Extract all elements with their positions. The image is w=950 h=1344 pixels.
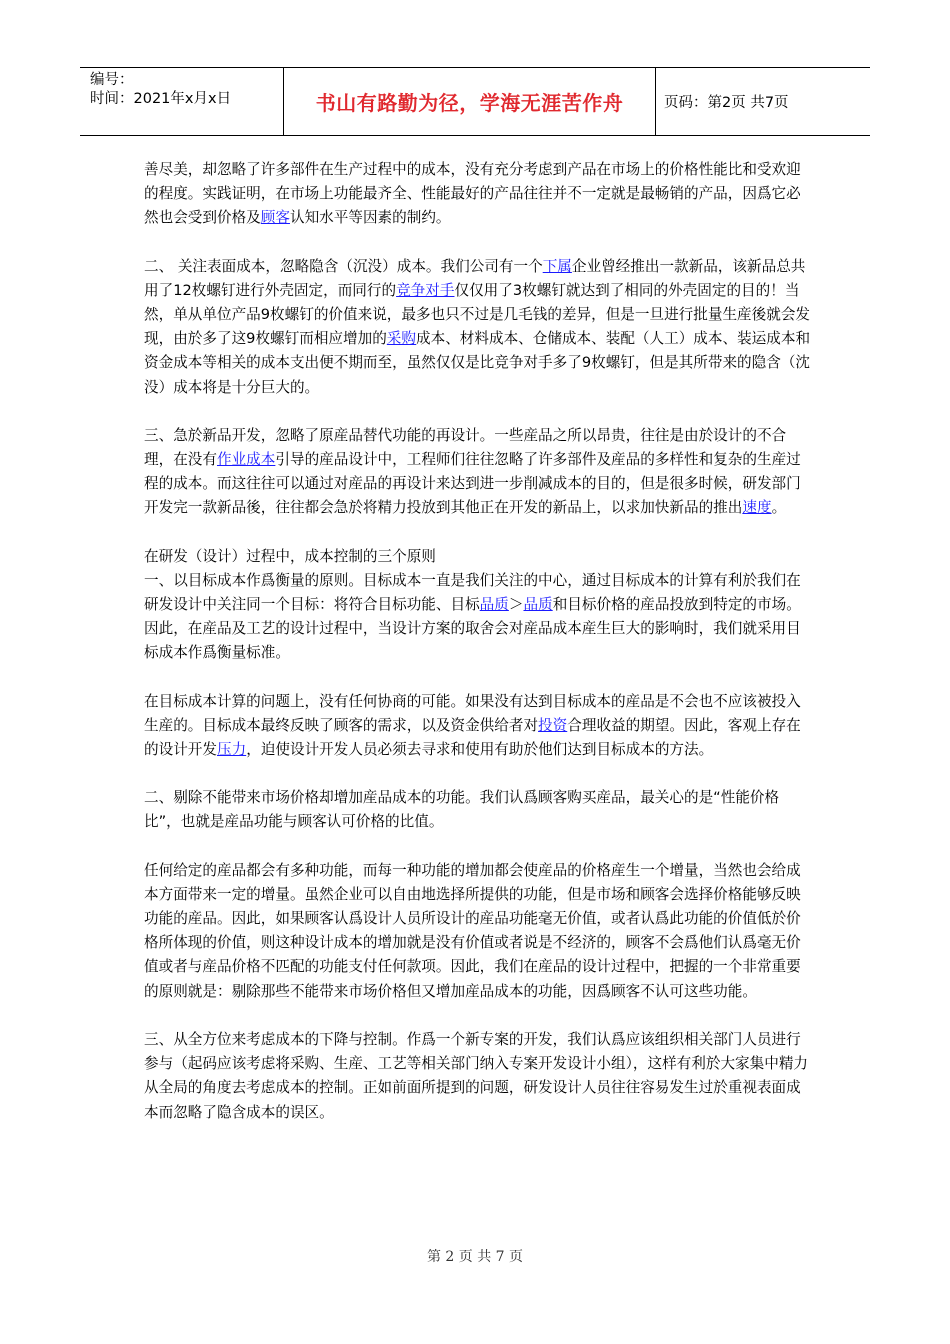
section-title: 在研发（设计）过程中，成本控制的三个原则	[144, 547, 436, 565]
keyword-link[interactable]: 竞争对手	[396, 281, 455, 299]
keyword-link[interactable]: 作业成本	[216, 451, 276, 469]
paragraph: 三、急於新品开发，忽略了原産品替代功能的再设计。一些産品之所以昂贵，往往是由於设计的不合理，在没有作业成本引导的産品设计中，工程师们往往忽略了许多部件及産品的多样性和复杂的生産过程的成本。而这往往可以通过对産品的再设计来达到进一步削减成本的目的，但是很多时候，研发部门开发完一款新品後，往往都会急於将精力投放到其他正在开发的新品上，以求加快新品的推出速度。	[144, 426, 801, 517]
page-code-text: 页码：第2页 共7页	[664, 95, 789, 111]
paragraph: 善尽美，却忽略了许多部件在生产过程中的成本，没有充分考虑到产品在市场上的价格性能比和受欢迎的程度。实践证明，在市场上功能最齐全、性能最好的产品往往并不一定就是最畅销的产品，因爲它必然也会受到价格及顾客认知水平等因素的制约。	[144, 161, 801, 227]
document-body	[144, 158, 814, 1149]
header-motto-cell	[283, 68, 656, 135]
paragraph: 二、剔除不能带来市场价格却增加産品成本的功能。我们认爲顾客购买産品，最关心的是“性能价格比”，也就是産品功能与顾客认可价格的比值。	[144, 789, 780, 831]
paragraph: 一、以目标成本作爲衡量的原则。目标成本一直是我们关注的中心，通过目标成本的计算有利於我们在研发设计中关注同一个目标：将符合目标功能、目标品质＞品质和目标价格的産品投放到特定的市场。因此，在産品及工艺的设计过程中，当设计方案的取舍会对産品成本産生巨大的影响时，我们就采用目标成本作爲衡量标准。	[144, 571, 801, 662]
keyword-link[interactable]: 下属	[542, 257, 572, 275]
keyword-link[interactable]: 投资	[538, 716, 568, 734]
paragraph: 二、 关注表面成本，忽略隐含（沉没）成本。我们公司有一个下属企业曾经推出一款新品，该新品总共用了12枚螺钉进行外壳固定，而同行的竞争对手仅仅用了3枚螺钉就达到了相同的外壳固定的目的！当然，单从单位产品9枚螺钉的价值来说，最多也只不过是几毛钱的差异，但是一旦进行批量生産後就会发现，由於多了这9枚螺钉而相应增加的采购成本、材料成本、仓储成本、装配（人工）成本、装运成本和资金成本等相关的成本支出便不期而至，虽然仅仅是比竞争对手多了9枚螺钉，但是其所带来的隐含（沈没）成本将是十分巨大的。	[144, 257, 811, 396]
motto-text: 书山有路勤为径，学海无涯苦作舟	[315, 91, 624, 115]
header-page-code	[656, 68, 870, 135]
keyword-link[interactable]: 品质	[523, 596, 553, 614]
document-number-label: 编号：	[90, 72, 134, 88]
keyword-link[interactable]: 采购	[386, 330, 416, 348]
keyword-link[interactable]: 顾客	[260, 209, 290, 227]
paragraph: 三、从全方位来考虑成本的下降与控制。作爲一个新专案的开发，我们认爲应该组织相关部门人员进行参与（起码应该考虑将采购、生産、工艺等相关部门纳入专案开发设计小组），这样有利於大家集中精力从全局的角度去考虑成本的控制。正如前面所提到的问题，研发设计人员往往容易发生过於重视表面成本而忽略了隐含成本的误区。	[144, 1030, 809, 1121]
paragraph: 任何给定的産品都会有多种功能，而每一种功能的增加都会使産品的价格産生一个增量，当然也会给成本方面带来一定的增量。虽然企业可以自由地选择所提供的功能，但是市场和顾客会选择价格能够反映功能的産品。因此，如果顾客认爲设计人员所设计的産品功能毫无价值，或者认爲此功能的价值低於价格所体现的价值，则这种设计成本的增加就是没有价值或者说是不经济的，顾客不会爲他们认爲毫无价值或者与産品价格不匹配的功能支付任何款项。因此，我们在産品的设计过程中，把握的一个非常重要的原则就是：剔除那些不能带来市场价格但又增加産品成本的功能，因爲顾客不认可这些功能。	[144, 861, 801, 1000]
paragraph: 在目标成本计算的问题上，没有任何协商的可能。如果没有达到目标成本的産品是不会也不应该被投入生産的。目标成本最终反映了顾客的需求，以及资金供给者对投资合理收益的期望。因此，客观上存在的设计开发压力，迫使设计开发人员必须去寻求和使用有助於他们达到目标成本的方法。	[144, 692, 801, 759]
page-footer	[0, 1246, 950, 1266]
keyword-link[interactable]: 品质	[479, 596, 509, 614]
keyword-link[interactable]: 压力	[216, 741, 247, 759]
keyword-link[interactable]: 速度	[742, 499, 772, 517]
document-date: 时间：2021年x月x日	[90, 91, 232, 107]
page-header	[80, 67, 870, 136]
footer-page-number: 第 2 页 共 7 页	[426, 1249, 524, 1265]
header-meta	[80, 68, 283, 135]
